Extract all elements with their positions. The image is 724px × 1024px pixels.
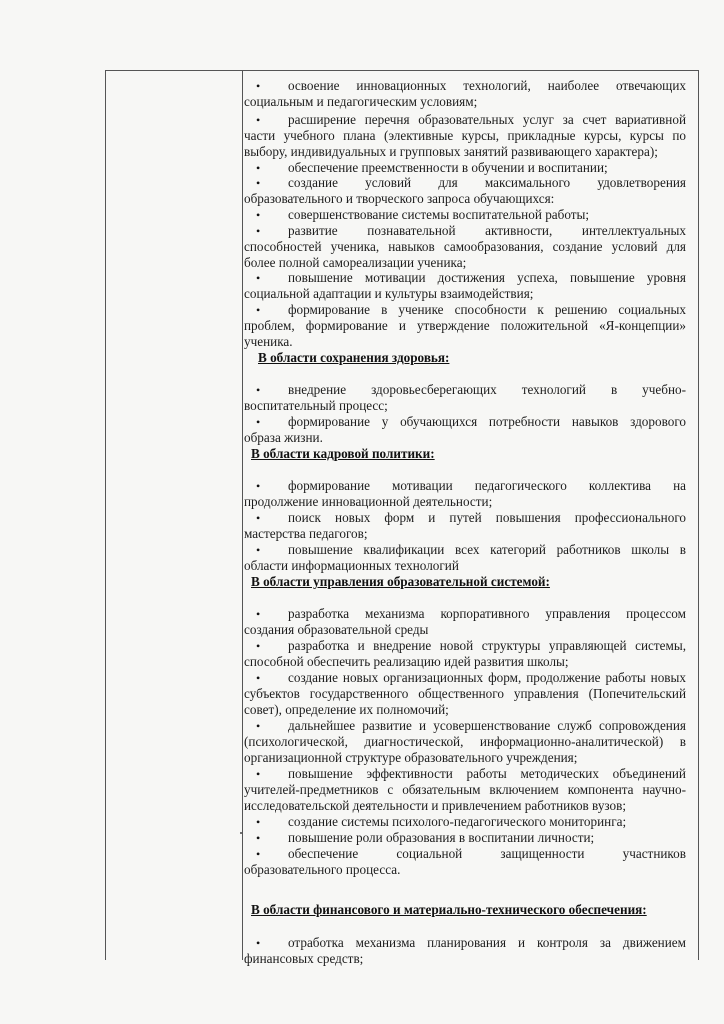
- bullet-icon: •: [256, 607, 261, 621]
- list-item-line: создание условий для максимального удовлетворения: [288, 175, 686, 190]
- list-item-line: ученика.: [244, 334, 293, 349]
- bullet-icon: •: [256, 271, 261, 285]
- bullet-icon: •: [256, 479, 261, 493]
- table-right-border: [698, 70, 699, 960]
- list-item-line: субъектов государственного общественного управления (Попечительский: [244, 686, 686, 701]
- bullet-icon: •: [256, 671, 261, 685]
- list-item-line: дальнейшее развитие и усовершенствование служб сопровождения: [288, 718, 686, 733]
- list-item-line: формирование у обучающихся потребности навыков здорового: [288, 414, 686, 429]
- list-item-line: повышение роли образования в воспитании личности;: [288, 830, 595, 845]
- list-item-line: разработка механизма корпоративного управления процессом: [288, 606, 686, 621]
- table-column-divider: [242, 70, 243, 960]
- bullet-icon: •: [256, 639, 261, 653]
- list-item-line: способной обеспечить реализацию идей развития школы;: [244, 654, 569, 669]
- list-item-line: организационной структуре образовательного учреждения;: [244, 750, 578, 765]
- list-item-line: продолжение инновационной деятельности;: [244, 494, 493, 509]
- list-item-line: финансовых средств;: [244, 951, 364, 966]
- bullet-icon: •: [256, 415, 261, 429]
- list-item-line: повышение эффективности работы методических объединений: [288, 766, 686, 781]
- bullet-icon: •: [256, 208, 261, 222]
- bullet-icon: •: [256, 719, 261, 733]
- list-item-line: области информационных технологий: [244, 558, 459, 573]
- list-item-line: создание системы психолого-педагогического мониторинга;: [288, 814, 627, 829]
- bullet-icon: •: [256, 79, 261, 93]
- section-heading: В области финансового и материально-технического обеспечения:: [251, 902, 647, 917]
- bullet-icon: •: [256, 847, 261, 861]
- bullet-icon: •: [256, 767, 261, 781]
- list-item-line: совет), определение их полномочий;: [244, 702, 449, 717]
- list-item-line: отработка механизма планирования и контроля за движением: [288, 935, 686, 950]
- list-item-line: создания образовательной среды: [244, 622, 429, 637]
- bullet-icon: •: [256, 113, 261, 127]
- list-item-line: проблем, формирование и утверждение положительной «Я-концепции»: [244, 318, 686, 333]
- list-item-line: повышение квалификации всех категорий работников школы в: [288, 542, 686, 557]
- list-item-line: образовательного процесса.: [244, 862, 401, 877]
- bullet-icon: •: [256, 383, 261, 397]
- list-item-line: способностей ученика, навыков самообразования, создание условий для: [244, 239, 686, 254]
- section-heading: В области сохранения здоровья:: [258, 350, 450, 365]
- list-item-line: создание новых организационных форм, продолжение работы новых: [288, 670, 686, 685]
- list-item-line: поиск новых форм и путей повышения профессионального: [288, 510, 686, 525]
- scan-speck: [240, 832, 242, 834]
- list-item-line: (психологической, диагностической, информационно-аналитической) в: [244, 734, 686, 749]
- bullet-icon: •: [256, 224, 261, 238]
- list-item-line: более полной самореализации ученика;: [244, 255, 467, 270]
- list-item-line: обеспечение преемственности в обучении и воспитании;: [288, 160, 608, 175]
- list-item-line: совершенствование системы воспитательной работы;: [288, 207, 590, 222]
- section-heading: В области кадровой политики:: [251, 446, 435, 461]
- bullet-icon: •: [256, 176, 261, 190]
- bullet-icon: •: [256, 303, 261, 317]
- table-top-border: [105, 70, 699, 71]
- list-item-line: части учебного плана (элективные курсы, прикладные курсы, курсы по: [244, 128, 686, 143]
- list-item-line: социальной адаптации и культуры взаимодействия;: [244, 286, 534, 301]
- list-item-line: обеспечение социальной защищенности участников: [288, 846, 686, 861]
- bullet-icon: •: [256, 936, 261, 950]
- list-item-line: образа жизни.: [244, 430, 323, 445]
- table-left-border: [105, 70, 106, 960]
- list-item-line: образовательного и творческого запроса обучающихся:: [244, 191, 555, 206]
- list-item-line: выбору, индивидуальных и групповых занятий развивающего характера);: [244, 144, 658, 159]
- list-item-line: расширение перечня образовательных услуг за счет вариативной: [288, 112, 686, 127]
- list-item-line: освоение инновационных технологий, наиболее отвечающих: [288, 78, 686, 93]
- list-item-line: мастерства педагогов;: [244, 526, 368, 541]
- bullet-icon: •: [256, 831, 261, 845]
- bullet-icon: •: [256, 543, 261, 557]
- section-heading: В области управления образовательной системой:: [251, 574, 550, 589]
- list-item-line: учителей-предметников с обязательным включением компонента научно-: [244, 782, 686, 797]
- bullet-icon: •: [256, 511, 261, 525]
- bullet-icon: •: [256, 815, 261, 829]
- list-item-line: формирование в ученике способности к решению социальных: [288, 302, 686, 317]
- list-item-line: исследовательской деятельности и привлечением работников вузов;: [244, 798, 627, 813]
- list-item-line: внедрение здоровьесберегающих технологий в учебно-: [288, 382, 686, 397]
- list-item-line: развитие познавательной активности, интеллектуальных: [288, 223, 686, 238]
- bullet-icon: •: [256, 161, 261, 175]
- list-item-line: разработка и внедрение новой структуры управляющей системы,: [288, 638, 686, 653]
- list-item-line: формирование мотивации педагогического коллектива на: [288, 478, 686, 493]
- list-item-line: социальным и педагогическим условиям;: [244, 94, 478, 109]
- list-item-line: воспитательный процесс;: [244, 398, 388, 413]
- list-item-line: повышение мотивации достижения успеха, повышение уровня: [288, 270, 686, 285]
